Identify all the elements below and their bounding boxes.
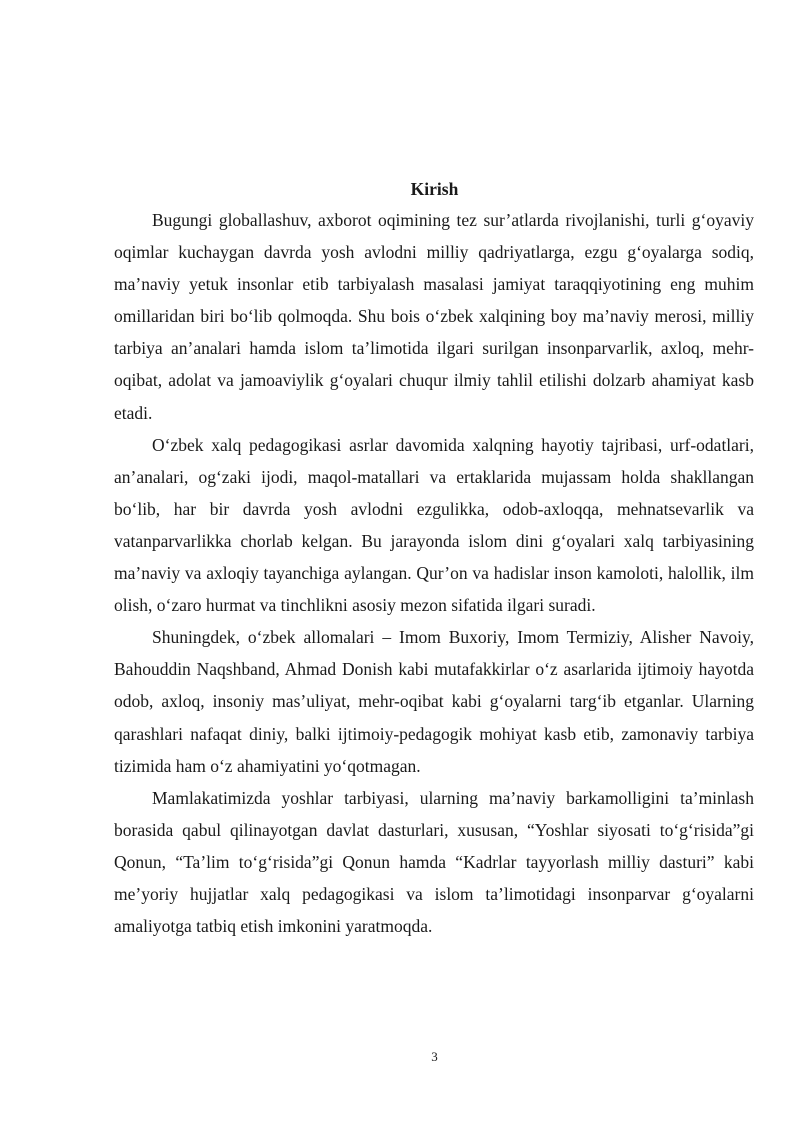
paragraph-1: Bugungi globallashuv, axborot oqimining tez sur’atlarda rivojlanishi, turli g‘oyaviy oqimlar kuchaygan davrda yosh avlodni milliy qadriyatlarga, ezgu g‘oyalarga sodiq, ma’naviy yetuk insonlar etib tarbiyalash masalasi jamiyat taraqqiyotining eng muhim omillaridan biri bo‘lib qolmoqda. Shu bois o‘zbek xalqining boy ma’naviy merosi, milliy tarbiya an’analari hamda islom ta’limotida ilgari surilgan insonparvarlik, axloq, mehr-oqibat, adolat va jamoaviylik g‘oyalari chuqur ilmiy tahlil etilishi dolzarb ahamiyat kasb etadi. xyxy=(114,210,754,423)
paragraph-3: Shuningdek, o‘zbek allomalari – Imom Buxoriy, Imom Termiziy, Alisher Navoiy, Bahouddin Naqshband, Ahmad Donish kabi mutafakkirlar o‘z asarlarida ijtimoiy hayotda odob, axloq, insoniy mas’uliyat, mehr-oqibat kabi g‘oyalarni targ‘ib etganlar. Ularning qarashlari nafaqat diniy, balki ijtimoiy-pedagogik mohiyat kasb etib, zamonaviy tarbiya tizimida ham o‘z ahamiyatini yo‘qotmagan. xyxy=(114,627,754,776)
page-number: 3 xyxy=(431,1049,438,1064)
paragraph-4: Mamlakatimizda yoshlar tarbiyasi, ularning ma’naviy barkamolligini ta’minlash borasida qabul qilinayotgan davlat dasturlari, xususan, “Yoshlar siyosati to‘g‘risida”gi Qonun, “Ta’lim to‘g‘risida”gi Qonun hamda “Kadrlar tayyorlash milliy dasturi” kabi me’yoriy hujjatlar xalq pedagogikasi va islom ta’limotidagi insonparvar g‘oyalarni amaliyotga tatbiq etish imkonini yaratmoqda. xyxy=(114,787,754,937)
section-title: Kirish xyxy=(410,179,459,199)
body-text xyxy=(114,204,754,942)
paragraph-2: O‘zbek xalq pedagogikasi asrlar davomida xalqning hayotiy tajribasi, urf-odatlari, an’analari, og‘zaki ijodi, maqol-matallari va ertaklarida mujassam holda shakllangan bo‘lib, har bir davrda yosh avlodni ezgulikka, odob-axloqqa, mehnatsevarlik va vatanparvarlikka chorlab kelgan. Bu jarayonda islom dini g‘oyalari xalq tarbiyasining ma’naviy va axloqiy tayanchiga aylangan. Qur’on va hadislar inson kamoloti, halollik, ilm olish, o‘zaro hurmat va tinchlikni asosiy mezon sifatida ilgari suradi. xyxy=(114,434,754,616)
